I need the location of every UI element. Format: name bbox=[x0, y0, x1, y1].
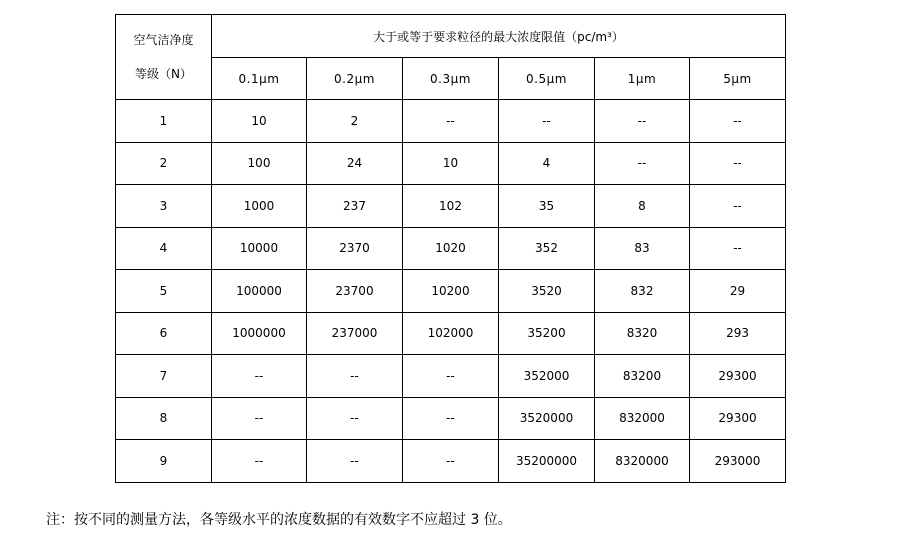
limit-header-cell: 大于或等于要求粒径的最大浓度限值（pc/m³） bbox=[212, 15, 786, 58]
table-row bbox=[116, 397, 786, 440]
class-cell: 2 bbox=[116, 142, 212, 185]
concentration-cell: 293 bbox=[690, 312, 786, 355]
table-row bbox=[116, 270, 786, 313]
concentration-cell: 10 bbox=[212, 100, 307, 143]
concentration-cell: 293000 bbox=[690, 440, 786, 483]
cleanliness-class-table bbox=[115, 14, 786, 483]
concentration-cell: -- bbox=[307, 355, 403, 398]
concentration-cell: 8 bbox=[595, 185, 690, 228]
class-cell: 7 bbox=[116, 355, 212, 398]
concentration-cell: 3520 bbox=[499, 270, 595, 313]
size-header-1: 1μm bbox=[595, 58, 690, 100]
table-row bbox=[116, 100, 786, 143]
concentration-cell: 832000 bbox=[595, 397, 690, 440]
concentration-cell: -- bbox=[499, 100, 595, 143]
concentration-cell: 8320 bbox=[595, 312, 690, 355]
class-header-cell bbox=[116, 15, 212, 100]
concentration-cell: -- bbox=[690, 227, 786, 270]
table-row bbox=[116, 440, 786, 483]
concentration-cell: 2 bbox=[307, 100, 403, 143]
concentration-cell: 237 bbox=[307, 185, 403, 228]
concentration-cell: -- bbox=[595, 142, 690, 185]
concentration-cell: 100 bbox=[212, 142, 307, 185]
concentration-cell: 10000 bbox=[212, 227, 307, 270]
concentration-cell: 10 bbox=[403, 142, 499, 185]
concentration-cell: 352 bbox=[499, 227, 595, 270]
concentration-cell: -- bbox=[212, 355, 307, 398]
concentration-cell: 4 bbox=[499, 142, 595, 185]
concentration-cell: 10200 bbox=[403, 270, 499, 313]
concentration-cell: 35200 bbox=[499, 312, 595, 355]
concentration-cell: -- bbox=[307, 440, 403, 483]
concentration-cell: 1020 bbox=[403, 227, 499, 270]
table-note: 注：按不同的测量方法，各等级水平的浓度数据的有效数字不应超过 3 位。 bbox=[46, 512, 512, 528]
concentration-cell: -- bbox=[403, 397, 499, 440]
concentration-cell: 23700 bbox=[307, 270, 403, 313]
class-header-line2: 等级（N） bbox=[135, 67, 192, 81]
concentration-cell: 35200000 bbox=[499, 440, 595, 483]
table-row bbox=[116, 227, 786, 270]
concentration-cell: 237000 bbox=[307, 312, 403, 355]
concentration-cell: 102 bbox=[403, 185, 499, 228]
class-cell: 4 bbox=[116, 227, 212, 270]
size-header-0-5: 0.5μm bbox=[499, 58, 595, 100]
table-row bbox=[116, 142, 786, 185]
concentration-cell: -- bbox=[403, 440, 499, 483]
concentration-cell: 832 bbox=[595, 270, 690, 313]
class-header-line1: 空气洁净度 bbox=[133, 33, 194, 47]
concentration-cell: -- bbox=[595, 100, 690, 143]
concentration-cell: -- bbox=[212, 397, 307, 440]
concentration-cell: -- bbox=[690, 142, 786, 185]
table-row bbox=[116, 185, 786, 228]
table-row bbox=[116, 355, 786, 398]
size-header-5: 5μm bbox=[690, 58, 786, 100]
size-header-0-3: 0.3μm bbox=[403, 58, 499, 100]
class-cell: 8 bbox=[116, 397, 212, 440]
concentration-cell: 1000000 bbox=[212, 312, 307, 355]
concentration-cell: 83 bbox=[595, 227, 690, 270]
concentration-cell: -- bbox=[690, 100, 786, 143]
concentration-cell: 29300 bbox=[690, 397, 786, 440]
table-row bbox=[116, 312, 786, 355]
concentration-cell: 2370 bbox=[307, 227, 403, 270]
class-cell: 1 bbox=[116, 100, 212, 143]
class-cell: 6 bbox=[116, 312, 212, 355]
concentration-cell: 1000 bbox=[212, 185, 307, 228]
concentration-cell: -- bbox=[403, 100, 499, 143]
concentration-cell: 3520000 bbox=[499, 397, 595, 440]
concentration-cell: -- bbox=[212, 440, 307, 483]
size-header-0-1: 0.1μm bbox=[212, 58, 307, 100]
concentration-cell: 24 bbox=[307, 142, 403, 185]
concentration-cell: -- bbox=[690, 185, 786, 228]
size-header-0-2: 0.2μm bbox=[307, 58, 403, 100]
class-cell: 3 bbox=[116, 185, 212, 228]
concentration-cell: -- bbox=[307, 397, 403, 440]
concentration-cell: 102000 bbox=[403, 312, 499, 355]
concentration-cell: 352000 bbox=[499, 355, 595, 398]
table-body bbox=[116, 100, 786, 483]
concentration-cell: 100000 bbox=[212, 270, 307, 313]
concentration-cell: 83200 bbox=[595, 355, 690, 398]
concentration-cell: 29 bbox=[690, 270, 786, 313]
concentration-cell: 35 bbox=[499, 185, 595, 228]
concentration-cell: 29300 bbox=[690, 355, 786, 398]
class-cell: 9 bbox=[116, 440, 212, 483]
concentration-cell: -- bbox=[403, 355, 499, 398]
class-cell: 5 bbox=[116, 270, 212, 313]
concentration-cell: 8320000 bbox=[595, 440, 690, 483]
